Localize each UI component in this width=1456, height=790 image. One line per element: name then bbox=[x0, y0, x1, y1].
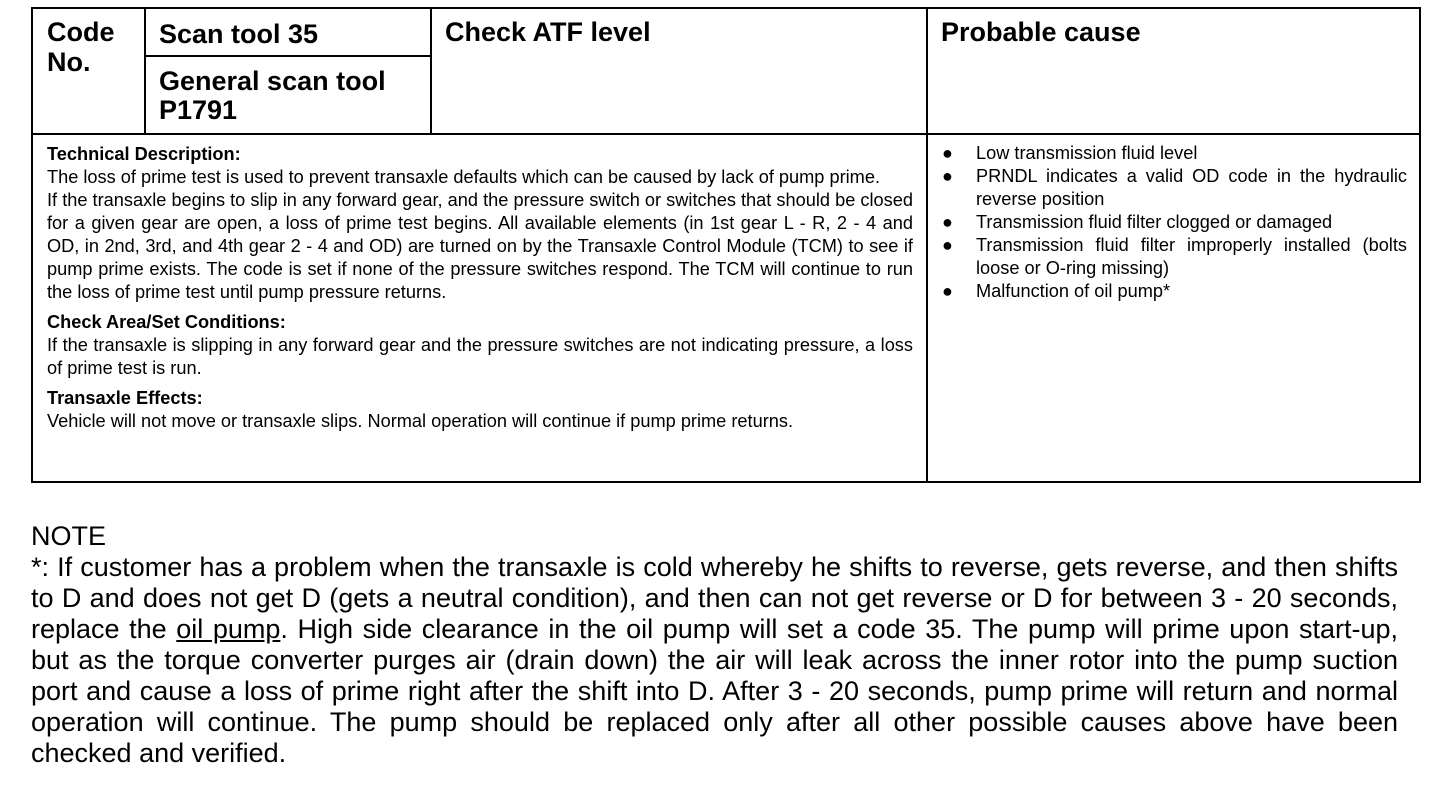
check-area-text: If the transaxle is slipping in any forward gear and the pressure switches are not indicating pressure, a loss of prime test is run. bbox=[47, 335, 913, 378]
scan-tool-code: Scan tool 35 bbox=[159, 19, 319, 49]
probable-cause-list bbox=[941, 142, 1407, 303]
check-area-heading: Check Area/Set Conditions: bbox=[47, 312, 286, 332]
divider-header-row bbox=[33, 133, 1419, 135]
probable-cause-item: ● Transmission fluid filter clogged or damaged bbox=[942, 212, 1333, 232]
transaxle-effects-heading: Transaxle Effects: bbox=[47, 388, 203, 408]
description-section bbox=[47, 143, 913, 433]
check-title: Check ATF level bbox=[445, 17, 651, 47]
bullet-icon: ● bbox=[942, 212, 953, 232]
oil-pump-link[interactable]: oil pump bbox=[176, 614, 281, 644]
note-title: NOTE bbox=[31, 521, 107, 551]
divider-scan-column bbox=[430, 9, 432, 133]
code-number-label: Code No. bbox=[47, 17, 115, 77]
note-text-start: *: If customer has a problem when the transaxle is cold whereby he shifts to reverse, gets reverse, and then shifts to D and does not get D (gets a neutral condition), and then can not get reverse or D for between 3 - 20 seconds, replace the bbox=[31, 552, 1398, 644]
bullet-icon: ● bbox=[942, 166, 953, 186]
probable-cause-item: ● PRNDL indicates a valid OD code in the hydraulic reverse position bbox=[942, 166, 1407, 209]
divider-scan-tool-row bbox=[144, 55, 432, 57]
transaxle-effects-text: Vehicle will not move or transaxle slips. Normal operation will continue if pump prime returns. bbox=[47, 411, 794, 431]
technical-description-text-2: If the transaxle begins to slip in any forward gear, and the pressure switch or switches that should be closed for a given gear are open, a loss of prime test begins. All available elements (in 1st gear L - R, 2 - 4 and OD, in 2nd, 3rd, and 4th gear 2 - 4 and OD) are turned on by the Transaxle Control Module (TCM) to see if pump prime exists. The code is set if none of the pressure switches respond. The TCM will continue to run the loss of prime test until pump pressure returns. bbox=[47, 190, 913, 302]
note-section bbox=[31, 521, 1398, 769]
diagnostic-code-table bbox=[31, 7, 1421, 483]
technical-description-heading: Technical Description: bbox=[47, 144, 241, 164]
bullet-icon: ● bbox=[942, 281, 953, 301]
probable-cause-item: ● Malfunction of oil pump* bbox=[942, 281, 1171, 301]
probable-cause-item: ● Low transmission fluid level bbox=[942, 143, 1198, 163]
bullet-icon: ● bbox=[942, 235, 953, 255]
note-body bbox=[31, 552, 1398, 769]
divider-cause-column bbox=[926, 9, 928, 481]
note-text-end: . High side clearance in the oil pump will set a code 35. The pump will prime upon start-up, but as the torque converter purges air (drain down) the air will leak across the inner rotor into the pump suction port and cause a loss of prime right after the shift into D. After 3 - 20 seconds, pump prime will return and normal operation will continue. The pump should be replaced only after all other possible causes above have been checked and verified. bbox=[31, 614, 1398, 768]
probable-cause-heading: Probable cause bbox=[941, 17, 1141, 47]
technical-description-text-1: The loss of prime test is used to prevent transaxle defaults which can be caused by lack of pump prime. bbox=[47, 167, 881, 187]
general-scan-tool-label: General scan tool bbox=[159, 66, 386, 96]
bullet-icon: ● bbox=[942, 143, 953, 163]
general-scan-tool-dtc: P1791 bbox=[159, 95, 238, 125]
probable-cause-item: ● Transmission fluid filter improperly installed (bolts loose or O-ring missing) bbox=[942, 235, 1407, 278]
general-scan-tool-code bbox=[159, 67, 429, 125]
